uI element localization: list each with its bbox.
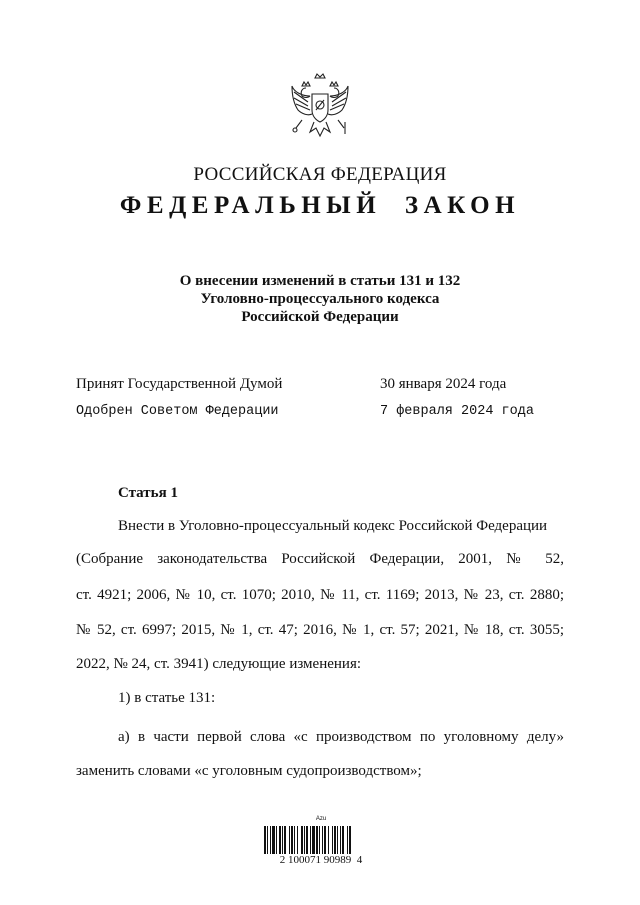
article-text-line: 2022, № 24, ст. 3941) следующие изменения:: [76, 656, 362, 672]
barcode-stripe: [347, 826, 348, 854]
article-text-line: Внести в Уголовно-процессуальный кодекс Российской Федерации: [118, 518, 548, 534]
barcode-stripe: [342, 826, 344, 854]
barcode-stripe: [304, 826, 305, 854]
barcode-stripe: [284, 826, 286, 854]
barcode-stripe: [272, 826, 275, 854]
article-text-line: а) в части первой слова «с производством по уголовному делу»: [118, 729, 564, 745]
barcode-stripe: [267, 826, 268, 854]
barcode-stripe: [279, 826, 281, 854]
barcode-stripe: [334, 826, 336, 854]
article-text-line: (Собрание законодательства Российской Федерации, 2001, № 52,: [76, 551, 564, 567]
barcode-stripe: [324, 826, 326, 854]
barcode-stripe: [340, 826, 341, 854]
barcode-stripe: [316, 826, 318, 854]
article-text-line: № 52, ст. 6997; 2015, № 1, ст. 47; 2016, № 1, ст. 57; 2021, № 18, ст. 3055;: [76, 622, 564, 638]
barcode-stripe: [276, 826, 277, 854]
law-title: [0, 272, 640, 326]
barcode-stripe: [289, 826, 290, 854]
article-heading: Статья 1: [118, 485, 178, 501]
barcode-stripe: [319, 826, 320, 854]
barcode-bars: [264, 826, 378, 854]
duma-adoption-date: 30 января 2024 года: [380, 376, 507, 392]
coat-of-arms-icon: [288, 72, 352, 142]
barcode-label: Azu: [315, 816, 327, 822]
barcode-stripe: [270, 826, 271, 854]
barcode-stripe: [337, 826, 338, 854]
barcode-stripe: [301, 826, 303, 854]
barcode-stripe: [297, 826, 298, 854]
law-title-line: О внесении изменений в статьи 131 и 132: [179, 273, 461, 289]
barcode-stripe: [310, 826, 311, 854]
barcode-stripe: [349, 826, 351, 854]
article-text-line: заменить словами «с уголовным судопроизводством»;: [76, 763, 422, 779]
barcode-stripe: [322, 826, 323, 854]
barcode-stripe: [264, 826, 266, 854]
document-type: ФЕДЕРАЛЬНЫЙ ЗАКОН: [119, 192, 521, 219]
barcode-stripe: [282, 826, 283, 854]
law-title-line: Российской Федерации: [241, 309, 399, 325]
duma-adoption-label: Принят Государственной Думой: [76, 376, 283, 392]
council-approval-label: Одобрен Советом Федерации: [76, 404, 279, 419]
article-text-line: 1) в статье 131:: [118, 690, 216, 706]
barcode-number: 2 100071 90989 4: [279, 854, 363, 866]
country-name: РОССИЙСКАЯ ФЕДЕРАЦИЯ: [193, 164, 447, 185]
barcode: [256, 816, 386, 868]
barcode-stripe: [332, 826, 333, 854]
barcode-stripe: [312, 826, 315, 854]
barcode-stripe: [291, 826, 293, 854]
barcode-stripe: [294, 826, 295, 854]
article-text-line: ст. 4921; 2006, № 10, ст. 1070; 2010, № 11, ст. 1169; 2013, № 23, ст. 2880;: [76, 587, 564, 603]
council-approval-date: 7 февраля 2024 года: [380, 404, 534, 419]
barcode-stripe: [306, 826, 308, 854]
barcode-stripe: [328, 826, 329, 854]
law-title-line: Уголовно-процессуального кодекса: [200, 291, 440, 307]
